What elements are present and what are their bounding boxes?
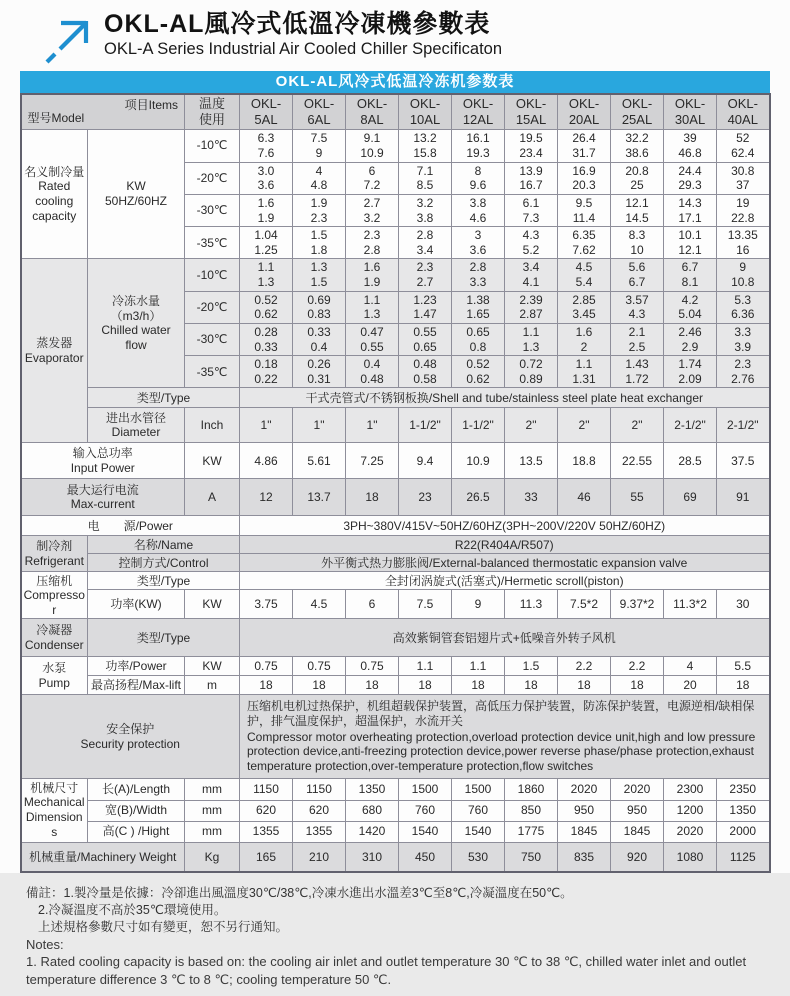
capacity-value: 6.3 7.6: [240, 129, 293, 162]
flow-value: 2.46 2.9: [664, 323, 717, 355]
diameter-value: 1-1/2": [399, 408, 452, 443]
temp-label: -10℃: [185, 129, 240, 162]
compressor-power-value: 4.5: [293, 590, 346, 619]
max-current-value: 55: [611, 479, 664, 516]
temp-label: -30℃: [185, 194, 240, 226]
capacity-value: 32.2 38.6: [611, 129, 664, 162]
temp-label: -20℃: [185, 162, 240, 194]
max-current-value: 26.5: [452, 479, 505, 516]
dimension-label: 宽(B)/Width: [88, 800, 185, 821]
capacity-value: 9.1 10.9: [346, 129, 399, 162]
machinery-weight-label: 机械重量/Machinery Weight: [21, 842, 185, 872]
diameter-value: 2": [611, 408, 664, 443]
flow-value: 3.57 4.3: [611, 291, 664, 323]
spec-table-body: [21, 94, 770, 872]
pump-power-value: 2.2: [611, 657, 664, 676]
dimension-value: 1355: [293, 821, 346, 842]
machinery-weight-value: 165: [240, 842, 293, 872]
diameter-value: 1-1/2": [452, 408, 505, 443]
capacity-value: 19 22.8: [717, 194, 770, 226]
compressor-power-value: 7.5*2: [558, 590, 611, 619]
flow-value: 2.85 3.45: [558, 291, 611, 323]
pump-lift-value: 18: [452, 676, 505, 695]
capacity-value: 20.8 25: [611, 162, 664, 194]
input-power-label: 输入总功率 Input Power: [21, 443, 185, 479]
dimension-value: 2020: [611, 778, 664, 800]
model-header: OKL- 12AL: [452, 94, 505, 129]
condenser-type-value: 高效紫铜管套铝翅片式+低噪音外转子风机: [240, 619, 770, 657]
capacity-value: 6.1 7.3: [505, 194, 558, 226]
condenser-type-label: 类型/Type: [88, 619, 240, 657]
dimension-unit: mm: [185, 800, 240, 821]
pump-label: 水泵 Pump: [21, 657, 88, 695]
dimension-value: 1420: [346, 821, 399, 842]
input-power-value: 18.8: [558, 443, 611, 479]
power-supply-label: 电 源/Power: [21, 516, 240, 536]
dimension-label: 长(A)/Length: [88, 778, 185, 800]
pump-power-value: 5.5: [717, 657, 770, 676]
refrigerant-control-value: 外平衡式热力膨胀阀/External-balanced thermostatic expansion valve: [240, 554, 770, 572]
machinery-weight-value: 750: [505, 842, 558, 872]
compressor-power-value: 30: [717, 590, 770, 619]
dimension-value: 1355: [240, 821, 293, 842]
capacity-value: 13.9 16.7: [505, 162, 558, 194]
capacity-value: 1.9 2.3: [293, 194, 346, 226]
flow-value: 2.3 2.7: [399, 259, 452, 291]
capacity-value: 4.3 5.2: [505, 227, 558, 259]
pump-power-value: 0.75: [346, 657, 399, 676]
capacity-value: 3 3.6: [452, 227, 505, 259]
dimension-value: 1845: [558, 821, 611, 842]
pump-power-value: 1.5: [505, 657, 558, 676]
input-power-value: 22.55: [611, 443, 664, 479]
title-block: [104, 10, 502, 59]
pump-lift-value: 18: [293, 676, 346, 695]
condenser-label: 冷凝器 Condenser: [21, 619, 88, 657]
dimension-value: 1500: [452, 778, 505, 800]
dimension-value: 1500: [399, 778, 452, 800]
evaporator-label: 蒸发器 Evaporator: [21, 259, 88, 443]
flow-value: 4.2 5.04: [664, 291, 717, 323]
diameter-value: 1": [240, 408, 293, 443]
mechanical-dimensions-label: 机械尺寸 Mechanical Dimensions: [21, 778, 88, 842]
notes-en-header: Notes:: [26, 936, 64, 952]
capacity-value: 3.0 3.6: [240, 162, 293, 194]
diameter-value: 1": [346, 408, 399, 443]
note-zh-1: 備註：1.製冷量是依據：冷卻進出風溫度30℃/38℃,冷凍水進出水溫差3℃至8℃,冷凝溫度在50℃。: [26, 886, 573, 901]
capacity-value: 12.1 14.5: [611, 194, 664, 226]
max-current-value: 23: [399, 479, 452, 516]
machinery-weight-value: 1080: [664, 842, 717, 872]
diameter-unit: Inch: [185, 408, 240, 443]
temp-label: -35℃: [185, 227, 240, 259]
max-current-value: 46: [558, 479, 611, 516]
flow-value: 0.47 0.55: [346, 323, 399, 355]
max-current-label: 最大运行电流 Max-current: [21, 479, 185, 516]
flow-value: 1.23 1.47: [399, 291, 452, 323]
pump-power-value: 1.1: [452, 657, 505, 676]
rated-cooling-label: 名义制冷量 Rated cooling capacity: [21, 129, 88, 259]
input-power-value: 28.5: [664, 443, 717, 479]
capacity-value: 6.35 7.62: [558, 227, 611, 259]
input-power-value: 13.5: [505, 443, 558, 479]
dimension-value: 1775: [505, 821, 558, 842]
capacity-value: 3.2 3.8: [399, 194, 452, 226]
pump-power-unit: KW: [185, 657, 240, 676]
arrow-logo-icon: [42, 12, 96, 66]
compressor-type-value: 全封闭涡旋式(活塞式)/Hermetic scroll(piston): [240, 572, 770, 590]
dimension-value: 620: [240, 800, 293, 821]
flow-value: 3.4 4.1: [505, 259, 558, 291]
capacity-value: 1.6 1.9: [240, 194, 293, 226]
flow-value: 5.3 6.36: [717, 291, 770, 323]
notes-block: [0, 873, 790, 996]
capacity-value: 30.8 37: [717, 162, 770, 194]
dimension-value: 1540: [452, 821, 505, 842]
security-protection-text: 压缩机电机过热保护，机组超载保护装置，高低压力保护装置，防冻保护装置，电源逆相/缺相保护，排气温度保护，超温保护，水流开关 Compressor motor overheating protection,overload protection device unit,high and low pressure protection device,anti-freezing protection device,power reverse phase/phase protection,exhaust temperature protection,over-temperature protection,flow switches: [240, 695, 770, 778]
model-items-corner: [21, 94, 185, 129]
flow-value: 1.1 1.31: [558, 356, 611, 388]
flow-value: 1.43 1.72: [611, 356, 664, 388]
compressor-power-value: 6: [346, 590, 399, 619]
capacity-value: 2.3 2.8: [346, 227, 399, 259]
flow-value: 0.55 0.65: [399, 323, 452, 355]
compressor-label: 压缩机 Compressor: [21, 572, 88, 619]
flow-value: 1.1 1.3: [346, 291, 399, 323]
pump-power-label: 功率/Power: [88, 657, 185, 676]
machinery-weight-value: 210: [293, 842, 346, 872]
pump-lift-unit: m: [185, 676, 240, 695]
pump-lift-label: 最高扬程/Max-lift: [88, 676, 185, 695]
flow-value: 0.48 0.58: [399, 356, 452, 388]
machinery-weight-value: 530: [452, 842, 505, 872]
dimension-value: 1200: [664, 800, 717, 821]
machinery-weight-value: 450: [399, 842, 452, 872]
capacity-value: 24.4 29.3: [664, 162, 717, 194]
note-zh-2: 2.冷凝溫度不高於35℃環境使用。: [38, 902, 227, 917]
temp-label: -20℃: [185, 291, 240, 323]
model-header: OKL- 15AL: [505, 94, 558, 129]
compressor-power-unit: KW: [185, 590, 240, 619]
capacity-value: 8.3 10: [611, 227, 664, 259]
refrigerant-label: 制冷剂 Refrigerant: [21, 536, 88, 572]
input-power-value: 4.86: [240, 443, 293, 479]
capacity-value: 16.1 19.3: [452, 129, 505, 162]
diameter-value: 1": [293, 408, 346, 443]
temp-label: -10℃: [185, 259, 240, 291]
corner-model-label: 型号Model: [27, 111, 85, 126]
model-header: OKL- 6AL: [293, 94, 346, 129]
flow-value: 9 10.8: [717, 259, 770, 291]
note-en-1: 1. Rated cooling capacity is based on: the cooling air inlet and outlet temperature 30 ℃ to 38 ℃, chilled water inlet and outlet temperature difference 3 ℃ to 8 ℃; cooling temperature 50 ℃.: [26, 954, 747, 987]
pump-lift-value: 18: [611, 676, 664, 695]
dimension-value: 2300: [664, 778, 717, 800]
capacity-value: 19.5 23.4: [505, 129, 558, 162]
pump-lift-value: 18: [346, 676, 399, 695]
input-power-value: 5.61: [293, 443, 346, 479]
refrigerant-control-label: 控制方式/Control: [88, 554, 240, 572]
power-supply-value: 3PH~380V/415V~50HZ/60HZ(3PH~200V/220V 50HZ/60HZ): [240, 516, 770, 536]
flow-value: 0.52 0.62: [452, 356, 505, 388]
flow-value: 0.65 0.8: [452, 323, 505, 355]
flow-value: 2.8 3.3: [452, 259, 505, 291]
capacity-value: 4 4.8: [293, 162, 346, 194]
flow-value: 1.6 1.9: [346, 259, 399, 291]
diameter-value: 2": [505, 408, 558, 443]
capacity-value: 9.5 11.4: [558, 194, 611, 226]
capacity-value: 26.4 31.7: [558, 129, 611, 162]
capacity-value: 14.3 17.1: [664, 194, 717, 226]
max-current-value: 13.7: [293, 479, 346, 516]
page-header: [0, 0, 790, 68]
model-header: OKL- 10AL: [399, 94, 452, 129]
model-header: OKL- 30AL: [664, 94, 717, 129]
pump-power-value: 4: [664, 657, 717, 676]
max-current-value: 91: [717, 479, 770, 516]
capacity-value: 7.5 9: [293, 129, 346, 162]
input-power-value: 10.9: [452, 443, 505, 479]
diameter-value: 2": [558, 408, 611, 443]
model-header: OKL- 5AL: [240, 94, 293, 129]
diameter-value: 2-1/2": [664, 408, 717, 443]
flow-value: 0.52 0.62: [240, 291, 293, 323]
model-header: OKL- 40AL: [717, 94, 770, 129]
dimension-value: 1350: [346, 778, 399, 800]
dimension-unit: mm: [185, 821, 240, 842]
flow-value: 0.18 0.22: [240, 356, 293, 388]
max-current-value: 12: [240, 479, 293, 516]
dimension-label: 高(C ) /Hight: [88, 821, 185, 842]
max-current-value: 69: [664, 479, 717, 516]
flow-value: 2.1 2.5: [611, 323, 664, 355]
compressor-power-value: 7.5: [399, 590, 452, 619]
table-banner: OKL-AL风冷式低温冷冻机参数表: [20, 71, 770, 93]
flow-value: 0.72 0.89: [505, 356, 558, 388]
evaporator-type-value: 干式壳管式/不锈钢板换/Shell and tube/stainless steel plate heat exchanger: [240, 388, 770, 408]
evaporator-type-label: 类型/Type: [88, 388, 240, 408]
pump-lift-value: 20: [664, 676, 717, 695]
compressor-power-value: 3.75: [240, 590, 293, 619]
flow-value: 5.6 6.7: [611, 259, 664, 291]
flow-value: 1.3 1.5: [293, 259, 346, 291]
dimension-value: 620: [293, 800, 346, 821]
pump-lift-value: 18: [558, 676, 611, 695]
flow-value: 4.5 5.4: [558, 259, 611, 291]
flow-value: 1.38 1.65: [452, 291, 505, 323]
flow-value: 1.1 1.3: [240, 259, 293, 291]
machinery-weight-value: 310: [346, 842, 399, 872]
max-current-value: 33: [505, 479, 558, 516]
dimension-unit: mm: [185, 778, 240, 800]
flow-value: 0.69 0.83: [293, 291, 346, 323]
compressor-power-value: 11.3*2: [664, 590, 717, 619]
spec-table: [20, 93, 771, 873]
capacity-value: 1.5 1.8: [293, 227, 346, 259]
temp-label: -30℃: [185, 323, 240, 355]
dimension-value: 1150: [293, 778, 346, 800]
flow-value: 2.3 2.76: [717, 356, 770, 388]
rated-cooling-unit: KW 50HZ/60HZ: [88, 129, 185, 259]
input-power-value: 7.25: [346, 443, 399, 479]
temp-label: -35℃: [185, 356, 240, 388]
flow-value: 6.7 8.1: [664, 259, 717, 291]
note-zh-3: 上述規格參數尺寸如有變更，恕不另行通知。: [38, 919, 289, 934]
dimension-value: 1540: [399, 821, 452, 842]
dimension-value: 850: [505, 800, 558, 821]
pump-lift-value: 18: [505, 676, 558, 695]
flow-value: 2.39 2.87: [505, 291, 558, 323]
capacity-value: 3.8 4.6: [452, 194, 505, 226]
max-current-unit: A: [185, 479, 240, 516]
dimension-value: 1845: [611, 821, 664, 842]
input-power-unit: KW: [185, 443, 240, 479]
refrigerant-name-label: 名称/Name: [88, 536, 240, 554]
compressor-type-label: 类型/Type: [88, 572, 240, 590]
dimension-value: 1150: [240, 778, 293, 800]
flow-value: 1.6 2: [558, 323, 611, 355]
capacity-value: 6 7.2: [346, 162, 399, 194]
machinery-weight-value: 1125: [717, 842, 770, 872]
pump-power-value: 2.2: [558, 657, 611, 676]
dimension-value: 2020: [558, 778, 611, 800]
refrigerant-name-value: R22(R404A/R507): [240, 536, 770, 554]
pump-power-value: 0.75: [293, 657, 346, 676]
flow-value: 0.28 0.33: [240, 323, 293, 355]
dimension-value: 2020: [664, 821, 717, 842]
dimension-value: 680: [346, 800, 399, 821]
pump-lift-value: 18: [399, 676, 452, 695]
flow-value: 0.26 0.31: [293, 356, 346, 388]
flow-value: 1.74 2.09: [664, 356, 717, 388]
capacity-value: 2.8 3.4: [399, 227, 452, 259]
model-header: OKL- 20AL: [558, 94, 611, 129]
diameter-value: 2-1/2": [717, 408, 770, 443]
pump-lift-value: 18: [240, 676, 293, 695]
capacity-value: 39 46.8: [664, 129, 717, 162]
compressor-power-label: 功率(KW): [88, 590, 185, 619]
compressor-power-value: 9: [452, 590, 505, 619]
pump-power-value: 0.75: [240, 657, 293, 676]
dimension-value: 2000: [717, 821, 770, 842]
capacity-value: 10.1 12.1: [664, 227, 717, 259]
flow-value: 3.3 3.9: [717, 323, 770, 355]
dimension-value: 1350: [717, 800, 770, 821]
capacity-value: 52 62.4: [717, 129, 770, 162]
capacity-value: 7.1 8.5: [399, 162, 452, 194]
compressor-power-value: 9.37*2: [611, 590, 664, 619]
dimension-value: 2350: [717, 778, 770, 800]
input-power-value: 9.4: [399, 443, 452, 479]
model-header: OKL- 25AL: [611, 94, 664, 129]
machinery-weight-unit: Kg: [185, 842, 240, 872]
capacity-value: 13.2 15.8: [399, 129, 452, 162]
capacity-value: 16.9 20.3: [558, 162, 611, 194]
machinery-weight-value: 920: [611, 842, 664, 872]
dimension-value: 760: [399, 800, 452, 821]
max-current-value: 18: [346, 479, 399, 516]
flow-value: 0.33 0.4: [293, 323, 346, 355]
dimension-value: 950: [558, 800, 611, 821]
pump-power-value: 1.1: [399, 657, 452, 676]
capacity-value: 13.35 16: [717, 227, 770, 259]
security-protection-label: 安全保护 Security protection: [21, 695, 240, 778]
temp-usage-header: 温度 使用: [185, 94, 240, 129]
page-title: OKL-AL風冷式低溫冷凍機參數表: [104, 10, 491, 38]
pump-lift-value: 18: [717, 676, 770, 695]
capacity-value: 2.7 3.2: [346, 194, 399, 226]
model-header: OKL- 8AL: [346, 94, 399, 129]
corner-items-label: 项目Items: [124, 98, 178, 112]
input-power-value: 37.5: [717, 443, 770, 479]
dimension-value: 950: [611, 800, 664, 821]
capacity-value: 8 9.6: [452, 162, 505, 194]
capacity-value: 1.04 1.25: [240, 227, 293, 259]
flow-value: 1.1 1.3: [505, 323, 558, 355]
chilled-water-flow-label: 冷冻水量（m3/h） Chilled water flow: [88, 259, 185, 388]
compressor-power-value: 11.3: [505, 590, 558, 619]
dimension-value: 760: [452, 800, 505, 821]
flow-value: 0.4 0.48: [346, 356, 399, 388]
machinery-weight-value: 835: [558, 842, 611, 872]
page-subtitle: OKL-A Series Industrial Air Cooled Chiller Specificaton: [104, 39, 503, 58]
diameter-label: 进出水管径 Diameter: [88, 408, 185, 443]
dimension-value: 1860: [505, 778, 558, 800]
